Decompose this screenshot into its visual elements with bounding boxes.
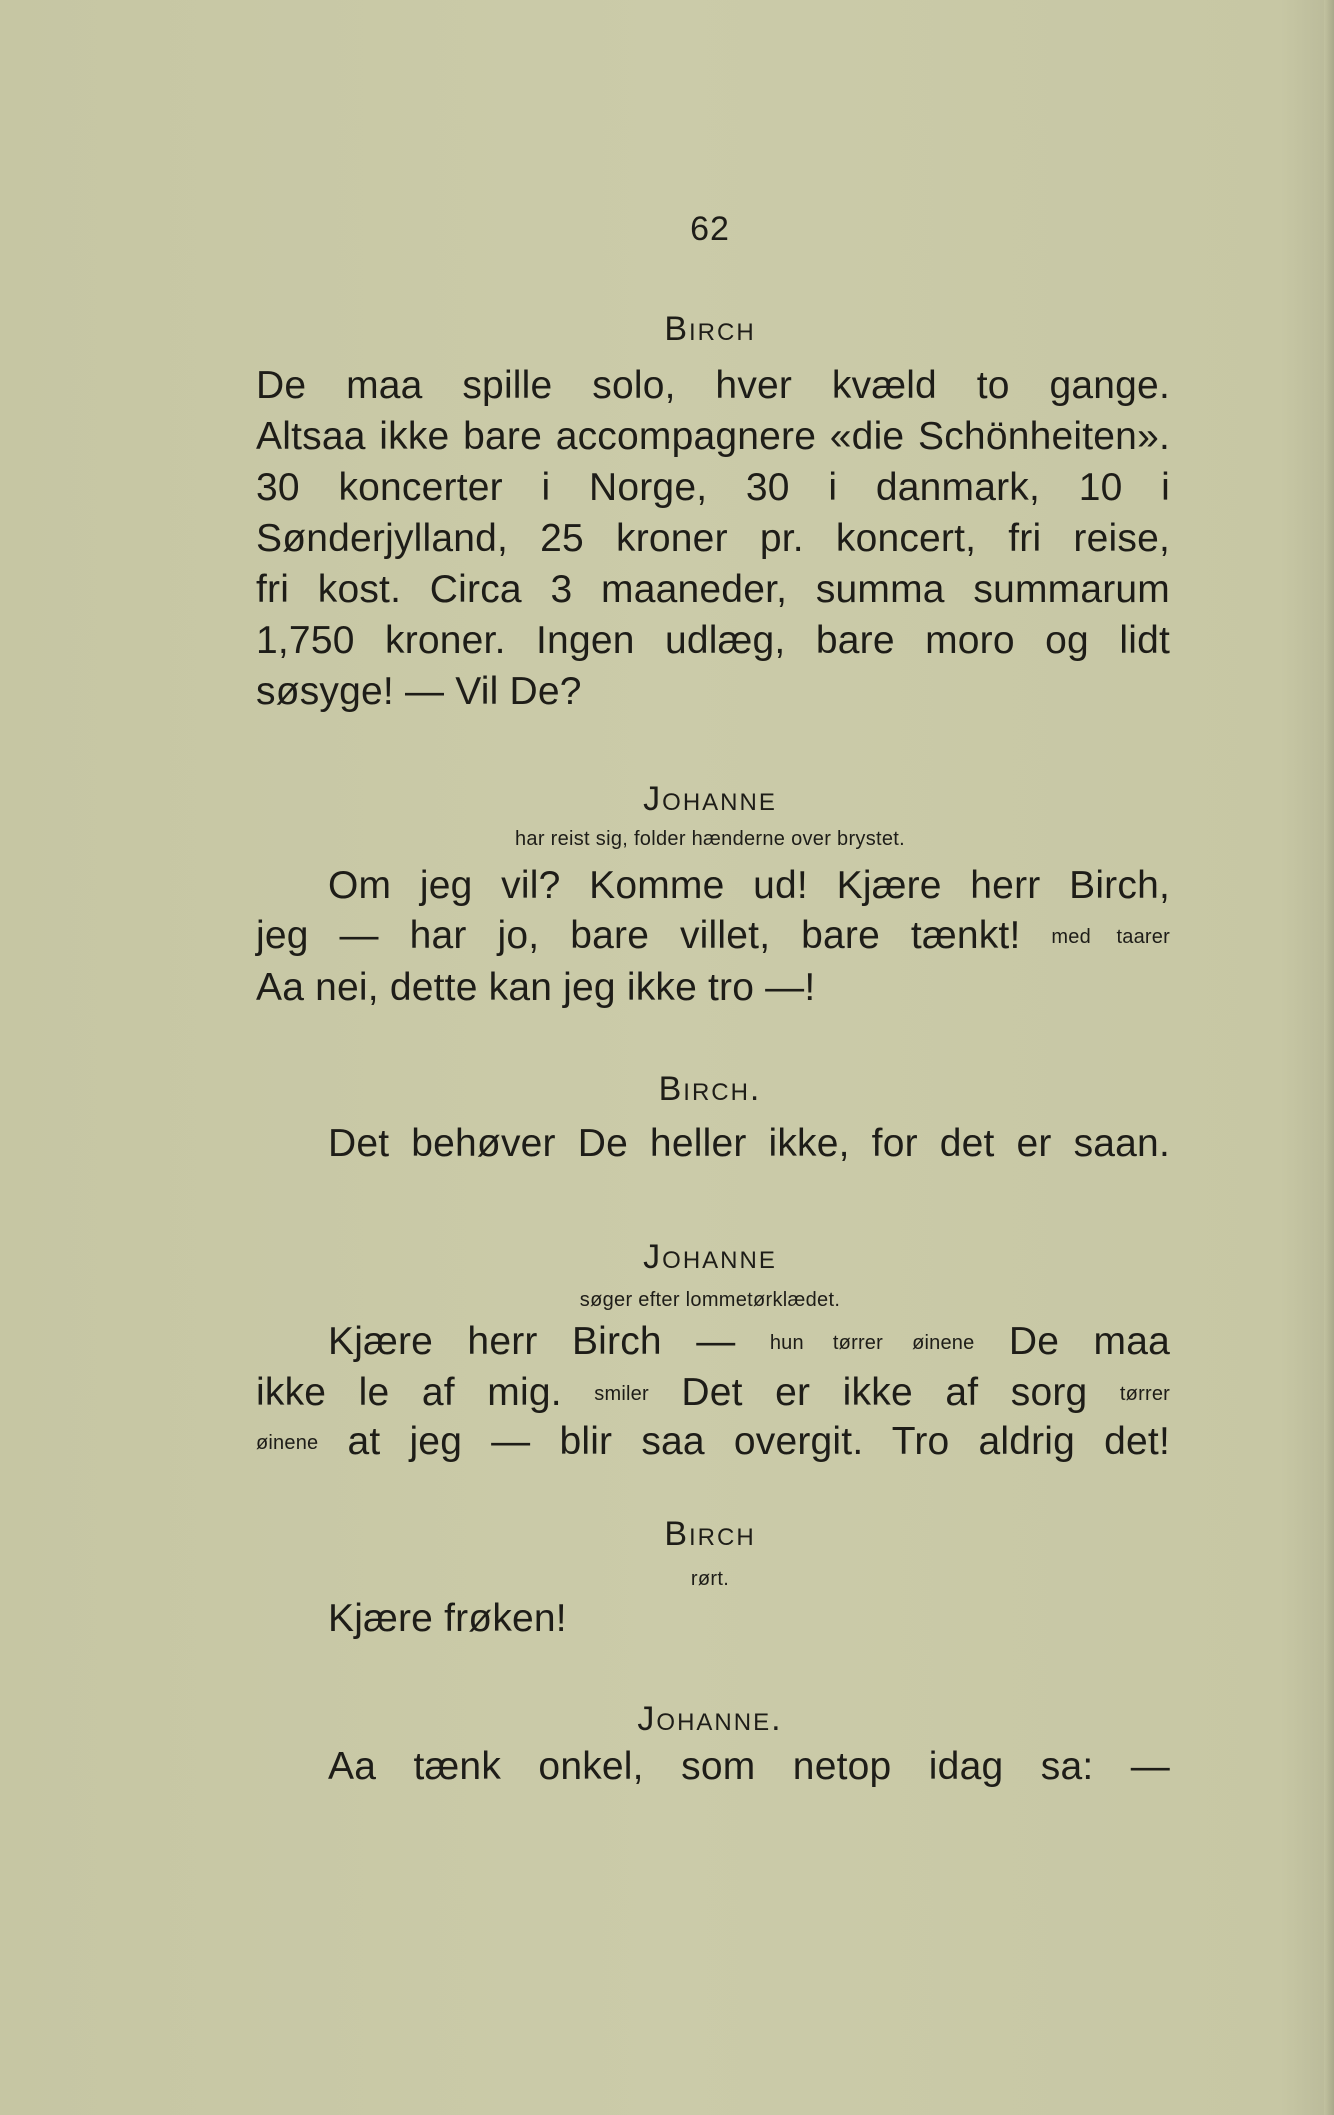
dialogue-line: Det behøver De heller ikke, for det er saan. — [328, 1122, 1170, 1165]
dialogue-line: fri kost. Circa 3 maaneder, summa summarum — [256, 568, 1170, 611]
dialogue-line: Altsaa ikke bare accompagnere «die Schönheiten». — [256, 415, 1170, 458]
dialogue-line: Om jeg vil? Komme ud! Kjære herr Birch, — [328, 864, 1170, 907]
stage-direction-inline: tørrer — [1119, 1383, 1170, 1406]
dialogue-text: Kjære herr Birch — — [328, 1320, 736, 1363]
page-number: 62 — [690, 210, 730, 248]
dialogue-line: 30 koncerter i Norge, 30 i danmark, 10 i — [256, 466, 1170, 509]
dialogue-line: De maa spille solo, hver kvæld to gange. — [256, 364, 1170, 407]
stage-direction: rørt. — [690, 1568, 730, 1590]
dialogue-line: Kjære frøken! — [328, 1597, 567, 1640]
dialogue-text: De maa — [1008, 1320, 1170, 1363]
dialogue-text: at jeg — blir saa overgit. Tro aldrig det! — [347, 1420, 1170, 1463]
speaker-name: Johanne. — [637, 1700, 783, 1738]
speaker-name: Johanne — [643, 1238, 777, 1276]
dialogue-text: jeg — har jo, bare villet, bare tænkt! — [256, 914, 1021, 957]
stage-direction-inline: smiler — [594, 1383, 649, 1406]
dialogue-line: Aa nei, dette kan jeg ikke tro —! — [256, 966, 816, 1009]
dialogue-text: Det er ikke af sorg — [681, 1371, 1088, 1414]
speaker-name: Johanne — [643, 780, 777, 818]
stage-direction-inline: øinene — [256, 1432, 319, 1455]
dialogue-line — [256, 1371, 1170, 1415]
stage-direction: søger efter lommetørklædet. — [579, 1289, 841, 1311]
stage-direction-inline: med taarer — [1051, 926, 1170, 949]
dialogue-line: Aa tænk onkel, som netop idag sa: — — [328, 1745, 1170, 1788]
dialogue-text: ikke le af mig. — [256, 1371, 562, 1414]
dialogue-line: 1,750 kroner. Ingen udlæg, bare moro og lidt — [256, 619, 1170, 662]
dialogue-line — [256, 914, 1170, 958]
speaker-name: Birch. — [658, 1070, 762, 1108]
dialogue-line: søsyge! — Vil De? — [256, 670, 582, 713]
speaker-name: Birch — [664, 310, 756, 348]
dialogue-line — [328, 1320, 1170, 1364]
dialogue-line — [256, 1420, 1170, 1464]
dialogue-line: Sønderjylland, 25 kroner pr. koncert, fri reise, — [256, 517, 1170, 560]
stage-direction: har reist sig, folder hænderne over brystet. — [514, 828, 906, 850]
speaker-name: Birch — [664, 1515, 756, 1553]
stage-direction-inline: hun tørrer øinene — [769, 1332, 975, 1355]
